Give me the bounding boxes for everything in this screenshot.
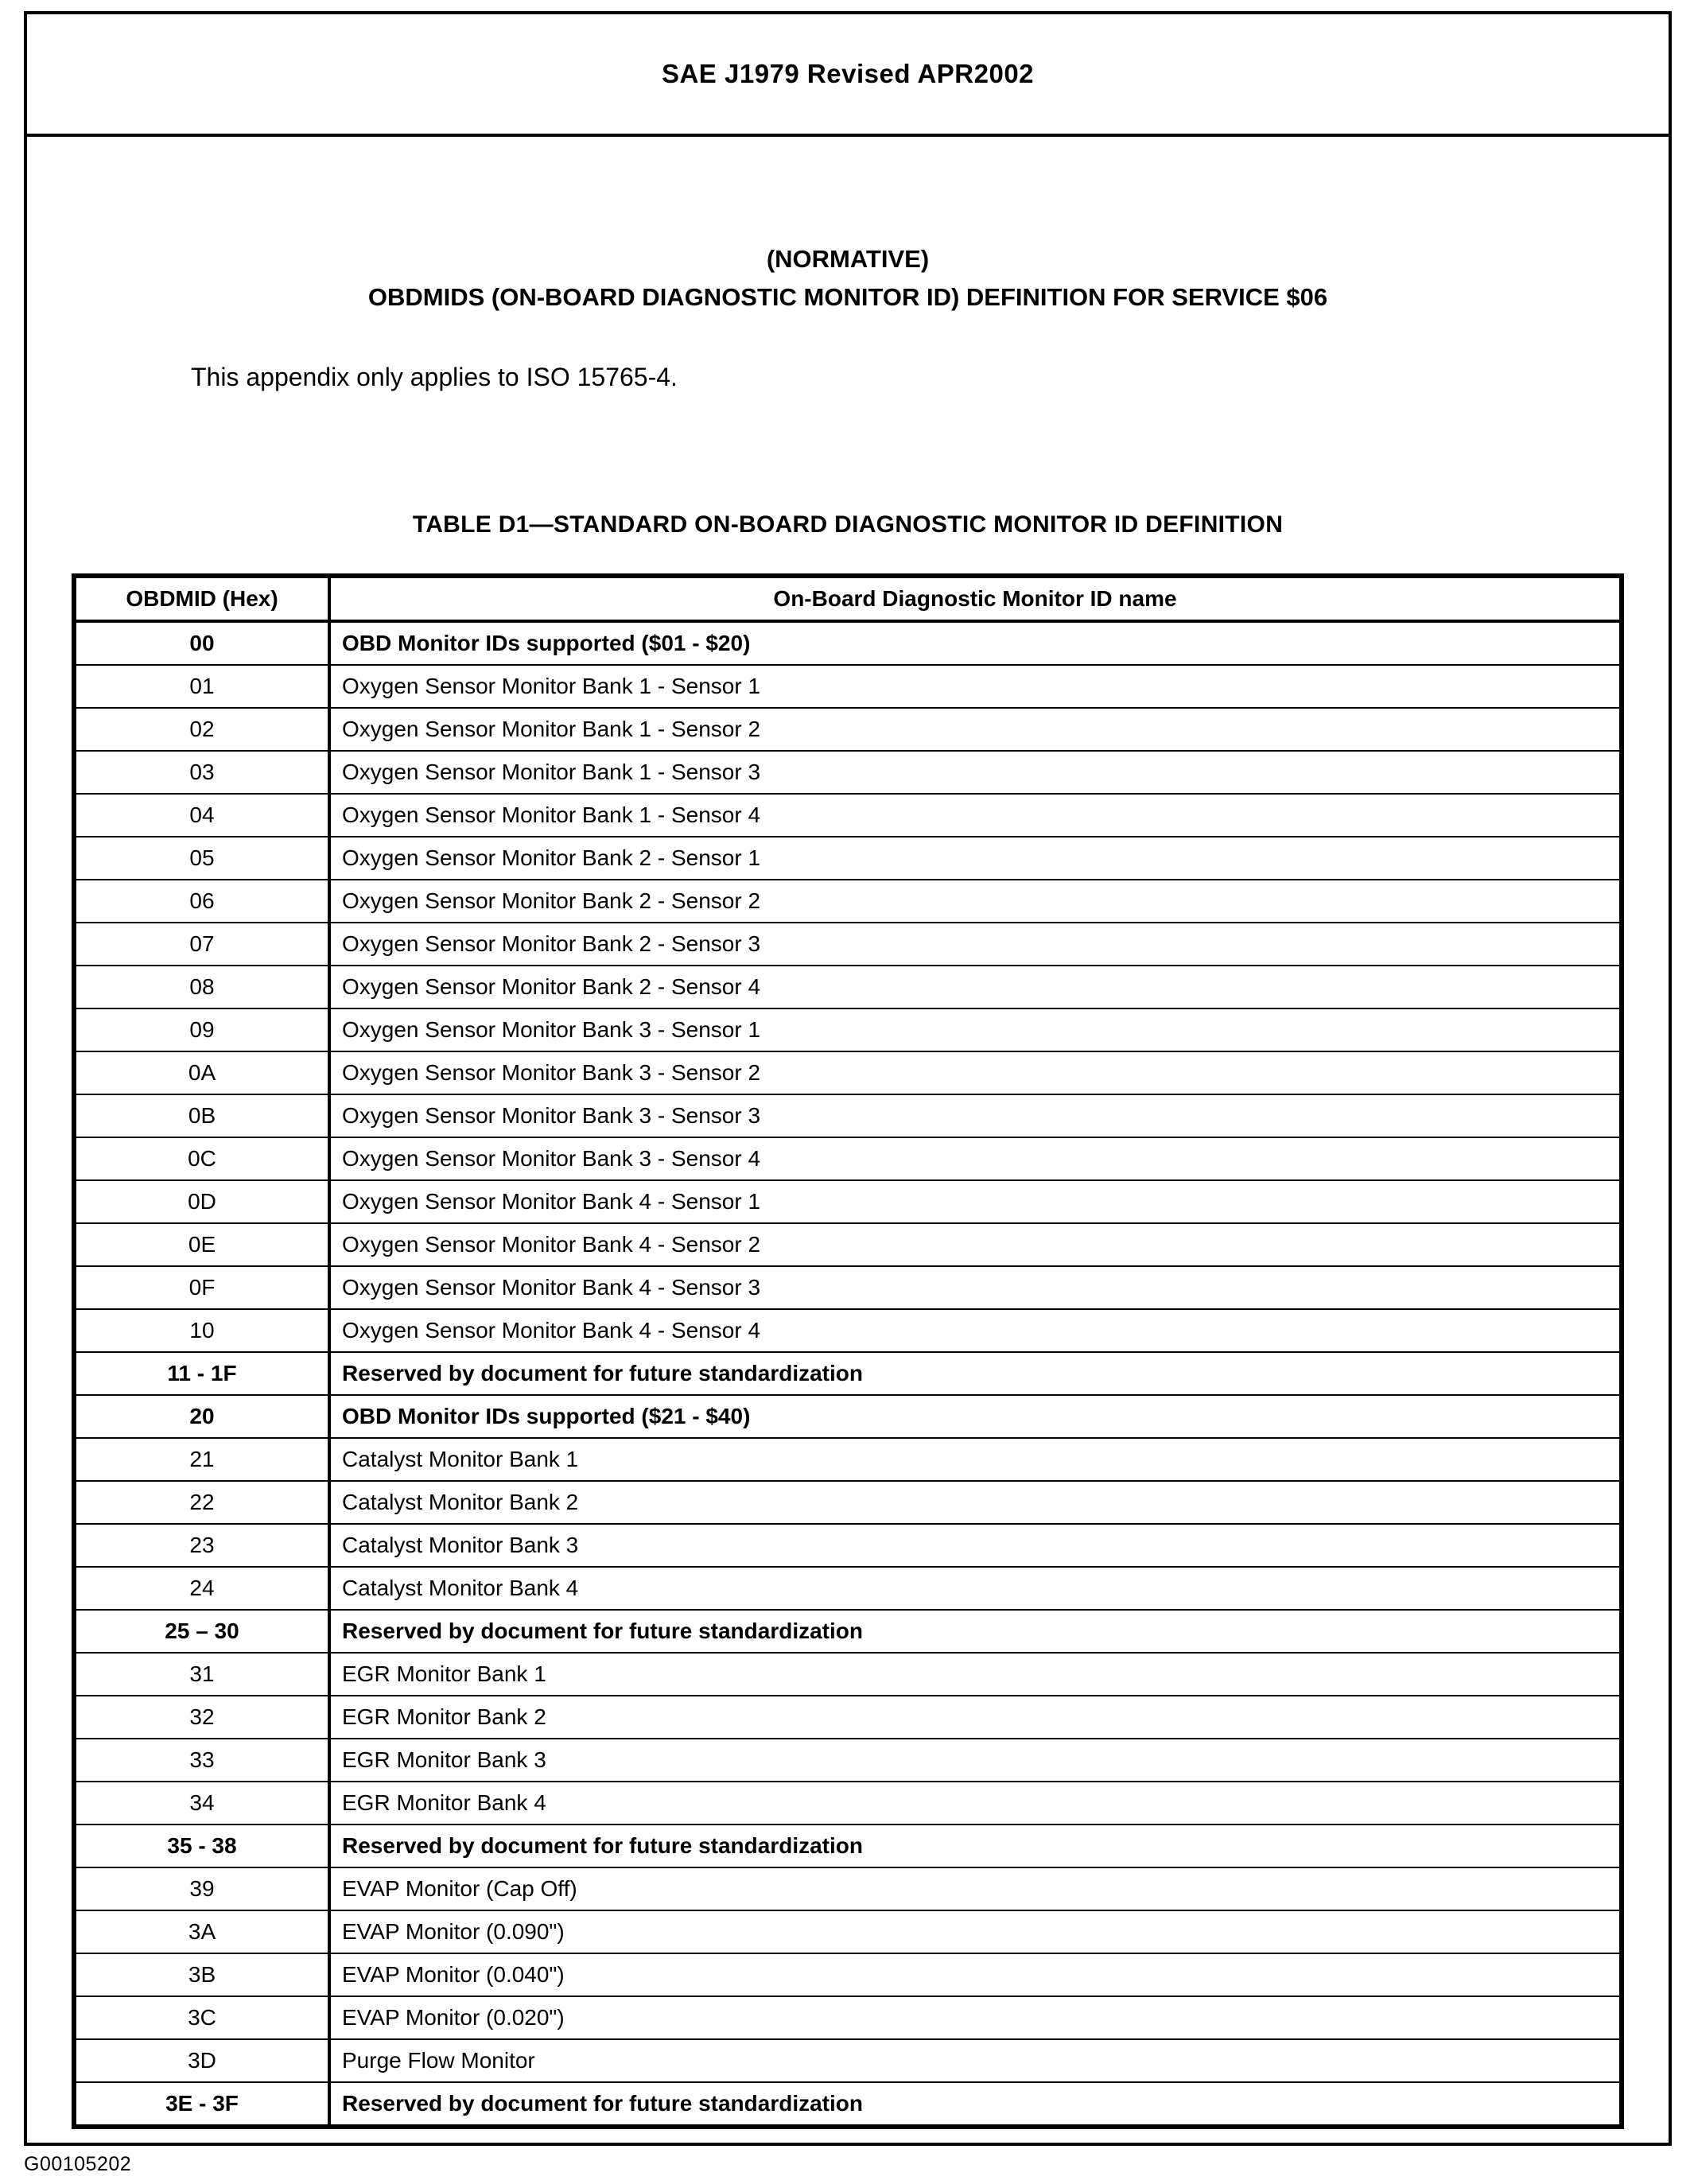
obdmid-hex-cell: 32 [74, 1696, 329, 1739]
obdmid-hex-cell: 3C [74, 1996, 329, 2039]
table-row [74, 837, 1622, 880]
table-row [74, 1309, 1622, 1352]
page-border [24, 11, 1672, 2146]
footer-code: G00105202 [24, 2153, 132, 2175]
monitor-name-cell: Reserved by document for future standardization [329, 2082, 1622, 2127]
obdmid-hex-cell: 08 [74, 966, 329, 1008]
table-row [74, 1180, 1622, 1223]
intro-paragraph: This appendix only applies to ISO 15765-4. [191, 363, 678, 391]
table-row [74, 1481, 1622, 1524]
monitor-name-cell: Catalyst Monitor Bank 4 [329, 1567, 1622, 1610]
monitor-name-cell: Catalyst Monitor Bank 3 [329, 1524, 1622, 1567]
monitor-name-cell: EVAP Monitor (0.020") [329, 1996, 1622, 2039]
monitor-name-cell: Purge Flow Monitor [329, 2039, 1622, 2082]
section-heading [72, 240, 1624, 317]
column-header-monitor-name: On-Board Diagnostic Monitor ID name [329, 576, 1622, 621]
monitor-name-cell: Oxygen Sensor Monitor Bank 1 - Sensor 4 [329, 794, 1622, 837]
monitor-name-cell: EVAP Monitor (0.090") [329, 1910, 1622, 1953]
monitor-name-cell: Oxygen Sensor Monitor Bank 3 - Sensor 2 [329, 1051, 1622, 1094]
table-row [74, 966, 1622, 1008]
table-row [74, 1953, 1622, 1996]
section-title: OBDMIDS (ON-BOARD DIAGNOSTIC MONITOR ID) DEFINITION FOR SERVICE $06 [367, 283, 1328, 311]
document-header-title: SAE J1979 Revised APR2002 [661, 59, 1035, 88]
monitor-name-cell: Oxygen Sensor Monitor Bank 1 - Sensor 1 [329, 665, 1622, 708]
obdmid-hex-cell: 0F [74, 1266, 329, 1309]
obdmid-hex-cell: 31 [74, 1653, 329, 1696]
obdmid-hex-cell: 21 [74, 1438, 329, 1481]
monitor-name-cell: Catalyst Monitor Bank 1 [329, 1438, 1622, 1481]
obdmid-hex-cell: 25 – 30 [74, 1610, 329, 1653]
document-header [27, 14, 1669, 137]
table-row [74, 1352, 1622, 1395]
obdmid-hex-cell: 06 [74, 880, 329, 923]
monitor-name-cell: Oxygen Sensor Monitor Bank 3 - Sensor 1 [329, 1008, 1622, 1051]
obdmid-hex-cell: 0A [74, 1051, 329, 1094]
monitor-name-cell: Oxygen Sensor Monitor Bank 2 - Sensor 2 [329, 880, 1622, 923]
table-row [74, 1825, 1622, 1867]
obdmid-hex-cell: 3B [74, 1953, 329, 1996]
monitor-name-cell: Catalyst Monitor Bank 2 [329, 1481, 1622, 1524]
monitor-name-cell: EGR Monitor Bank 2 [329, 1696, 1622, 1739]
monitor-name-cell: OBD Monitor IDs supported ($21 - $40) [329, 1395, 1622, 1438]
table-row [74, 2082, 1622, 2127]
table-row [74, 1223, 1622, 1266]
obdmid-table [72, 573, 1624, 2129]
monitor-name-cell: EVAP Monitor (Cap Off) [329, 1867, 1622, 1910]
monitor-name-cell: Oxygen Sensor Monitor Bank 4 - Sensor 3 [329, 1266, 1622, 1309]
table-row [74, 1137, 1622, 1180]
monitor-name-cell: Oxygen Sensor Monitor Bank 3 - Sensor 3 [329, 1094, 1622, 1137]
monitor-name-cell: EGR Monitor Bank 1 [329, 1653, 1622, 1696]
monitor-name-cell: Oxygen Sensor Monitor Bank 1 - Sensor 2 [329, 708, 1622, 751]
obdmid-hex-cell: 0E [74, 1223, 329, 1266]
monitor-name-cell: Oxygen Sensor Monitor Bank 4 - Sensor 1 [329, 1180, 1622, 1223]
obdmid-hex-cell: 20 [74, 1395, 329, 1438]
obdmid-hex-cell: 00 [74, 621, 329, 665]
obdmid-hex-cell: 0D [74, 1180, 329, 1223]
table-row [74, 1094, 1622, 1137]
table-row [74, 1610, 1622, 1653]
monitor-name-cell: Oxygen Sensor Monitor Bank 2 - Sensor 1 [329, 837, 1622, 880]
obdmid-hex-cell: 09 [74, 1008, 329, 1051]
table-row [74, 1867, 1622, 1910]
monitor-name-cell: EGR Monitor Bank 4 [329, 1782, 1622, 1825]
table-row [74, 1008, 1622, 1051]
obdmid-hex-cell: 0B [74, 1094, 329, 1137]
table-row [74, 1395, 1622, 1438]
table-caption: TABLE D1—STANDARD ON-BOARD DIAGNOSTIC MONITOR ID DEFINITION [412, 511, 1284, 538]
table-row [74, 923, 1622, 966]
document-body [27, 240, 1669, 2129]
obdmid-hex-cell: 05 [74, 837, 329, 880]
table-row [74, 1696, 1622, 1739]
table-row [74, 1739, 1622, 1782]
table-row [74, 880, 1622, 923]
obdmid-hex-cell: 10 [74, 1309, 329, 1352]
obdmid-hex-cell: 11 - 1F [74, 1352, 329, 1395]
table-row [74, 1782, 1622, 1825]
obdmid-hex-cell: 3E - 3F [74, 2082, 329, 2127]
monitor-name-cell: Oxygen Sensor Monitor Bank 3 - Sensor 4 [329, 1137, 1622, 1180]
normative-label: (NORMATIVE) [766, 245, 930, 273]
table-row [74, 1524, 1622, 1567]
table-row [74, 1266, 1622, 1309]
obdmid-hex-cell: 3A [74, 1910, 329, 1953]
table-row [74, 794, 1622, 837]
monitor-name-cell: Reserved by document for future standardization [329, 1610, 1622, 1653]
table-body [74, 621, 1622, 2127]
table-row [74, 665, 1622, 708]
table-head [74, 576, 1622, 621]
table-row [74, 1910, 1622, 1953]
obdmid-hex-cell: 3D [74, 2039, 329, 2082]
obdmid-hex-cell: 39 [74, 1867, 329, 1910]
obdmid-hex-cell: 01 [74, 665, 329, 708]
table-row [74, 1438, 1622, 1481]
column-header-obdmid-hex: OBDMID (Hex) [74, 576, 329, 621]
monitor-name-cell: Oxygen Sensor Monitor Bank 4 - Sensor 4 [329, 1309, 1622, 1352]
obdmid-hex-cell: 0C [74, 1137, 329, 1180]
monitor-name-cell: Reserved by document for future standardization [329, 1352, 1622, 1395]
obdmid-hex-cell: 02 [74, 708, 329, 751]
monitor-name-cell: OBD Monitor IDs supported ($01 - $20) [329, 621, 1622, 665]
table-row [74, 1051, 1622, 1094]
table-row [74, 751, 1622, 794]
obdmid-hex-cell: 35 - 38 [74, 1825, 329, 1867]
monitor-name-cell: Oxygen Sensor Monitor Bank 1 - Sensor 3 [329, 751, 1622, 794]
monitor-name-cell: EGR Monitor Bank 3 [329, 1739, 1622, 1782]
obdmid-hex-cell: 04 [74, 794, 329, 837]
table-row [74, 621, 1622, 665]
table-row [74, 708, 1622, 751]
monitor-name-cell: EVAP Monitor (0.040") [329, 1953, 1622, 1996]
table-row [74, 2039, 1622, 2082]
monitor-name-cell: Oxygen Sensor Monitor Bank 4 - Sensor 2 [329, 1223, 1622, 1266]
obdmid-hex-cell: 23 [74, 1524, 329, 1567]
obdmid-hex-cell: 33 [74, 1739, 329, 1782]
obdmid-hex-cell: 07 [74, 923, 329, 966]
table-row [74, 1653, 1622, 1696]
monitor-name-cell: Oxygen Sensor Monitor Bank 2 - Sensor 3 [329, 923, 1622, 966]
table-header-row [74, 576, 1622, 621]
obdmid-hex-cell: 22 [74, 1481, 329, 1524]
monitor-name-cell: Oxygen Sensor Monitor Bank 2 - Sensor 4 [329, 966, 1622, 1008]
obdmid-hex-cell: 03 [74, 751, 329, 794]
monitor-name-cell: Reserved by document for future standardization [329, 1825, 1622, 1867]
table-row [74, 1996, 1622, 2039]
obdmid-hex-cell: 24 [74, 1567, 329, 1610]
table-row [74, 1567, 1622, 1610]
obdmid-hex-cell: 34 [74, 1782, 329, 1825]
